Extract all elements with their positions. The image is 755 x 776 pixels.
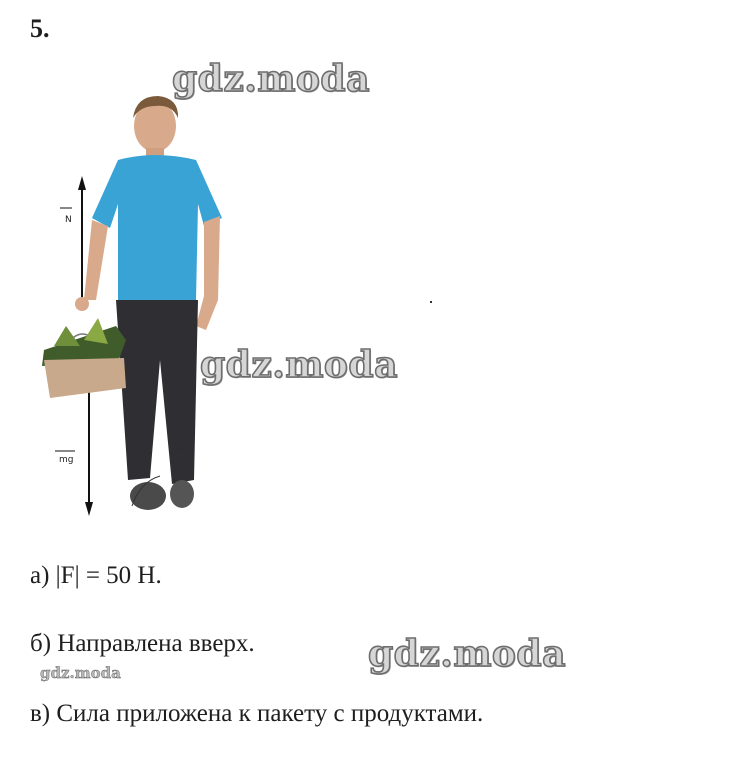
watermark-bottom: gdz.moda	[368, 633, 566, 675]
answer-b: б) Направлена вверх.	[30, 630, 255, 657]
man-illustration	[75, 96, 222, 510]
grocery-bag	[42, 318, 126, 398]
vector-n-label: N	[65, 215, 72, 225]
task-number: 5.	[30, 14, 50, 43]
answer-c: в) Сила приложена к пакету с продуктами.	[30, 700, 484, 727]
watermark-middle: gdz.moda	[200, 344, 398, 386]
answer-a: а) |F| = 50 Н.	[30, 562, 162, 589]
watermark-top: gdz.moda	[172, 58, 370, 100]
vector-mg-arrow	[85, 372, 93, 516]
watermark-small: gdz.moda	[40, 664, 121, 682]
vector-mg-label: mg	[59, 455, 74, 465]
stray-dot	[430, 301, 432, 303]
vector-n-arrow	[78, 176, 86, 300]
